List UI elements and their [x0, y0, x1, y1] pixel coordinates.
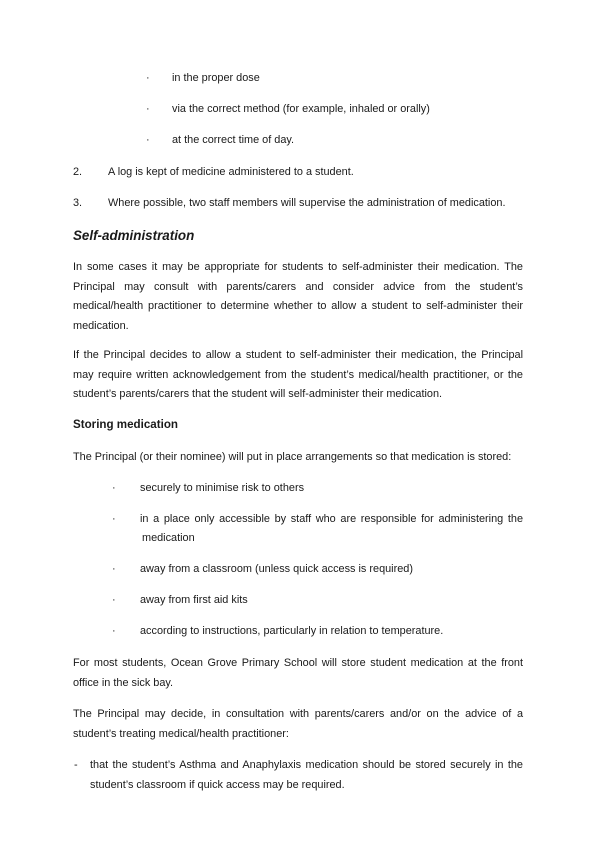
numbered-item-text: Where possible, two staff members will supervise the administration of medication.	[108, 197, 506, 209]
dash-list-item	[90, 756, 523, 795]
paragraph	[73, 346, 523, 405]
bullet-marker: ·	[146, 72, 150, 84]
section-heading-storing-medication: Storing medication	[73, 418, 178, 431]
bullet-marker: ·	[112, 594, 116, 606]
bullet-marker: ·	[146, 103, 150, 115]
dash-item-text: that the student’s Asthma and Anaphylaxis medication should be stored securely in the student’s classroom if quick access may be required.	[90, 759, 523, 791]
paragraph	[73, 654, 523, 693]
bullet-marker: ·	[112, 625, 116, 637]
paragraph-text: For most students, Ocean Grove Primary School will store student medication at the front office in the sick bay.	[73, 657, 523, 689]
paragraph-text: The Principal may decide, in consultation with parents/carers and/or on the advice of a student’s treating medical/health practitioner:	[73, 708, 523, 740]
bullet-text: at the correct time of day.	[172, 134, 295, 146]
numbered-item-text: A log is kept of medicine administered to a student.	[108, 166, 354, 178]
bullet-marker: ·	[112, 513, 116, 525]
paragraph	[73, 258, 523, 336]
paragraph	[73, 705, 523, 744]
list-number: 2.	[73, 166, 83, 178]
paragraph-text: The Principal (or their nominee) will put in place arrangements so that medication is stored:	[73, 451, 512, 463]
bullet-marker: ·	[112, 563, 116, 575]
section-heading-self-administration: Self-administration	[73, 228, 195, 243]
bullet-text: in the proper dose	[172, 72, 260, 84]
bullet-text: securely to minimise risk to others	[140, 482, 305, 494]
bullet-text: in a place only accessible by staff who are responsible for administering the	[140, 513, 523, 525]
bullet-text: away from first aid kits	[140, 594, 248, 606]
paragraph-text: If the Principal decides to allow a student to self-administer their medication, the Principal may require written acknowledgement from the student’s medical/health practitioner, or the student’s parents/carers that the student will self-administer their medication.	[73, 349, 523, 400]
bullet-text-continued: medication	[142, 532, 195, 544]
dash-marker: -	[74, 759, 78, 771]
bullet-marker: ·	[112, 482, 116, 494]
bullet-text: away from a classroom (unless quick access is required)	[140, 563, 413, 575]
bullet-marker: ·	[146, 134, 150, 146]
bullet-text: via the correct method (for example, inhaled or orally)	[172, 103, 430, 115]
list-number: 3.	[73, 197, 83, 209]
paragraph-text: In some cases it may be appropriate for students to self-administer their medication. The Principal may consult with parents/carers and consider advice from the student’s medical/health practitioner to determine whether to allow a student to self-administer their medication.	[73, 261, 523, 332]
bullet-text: according to instructions, particularly in relation to temperature.	[140, 625, 444, 637]
